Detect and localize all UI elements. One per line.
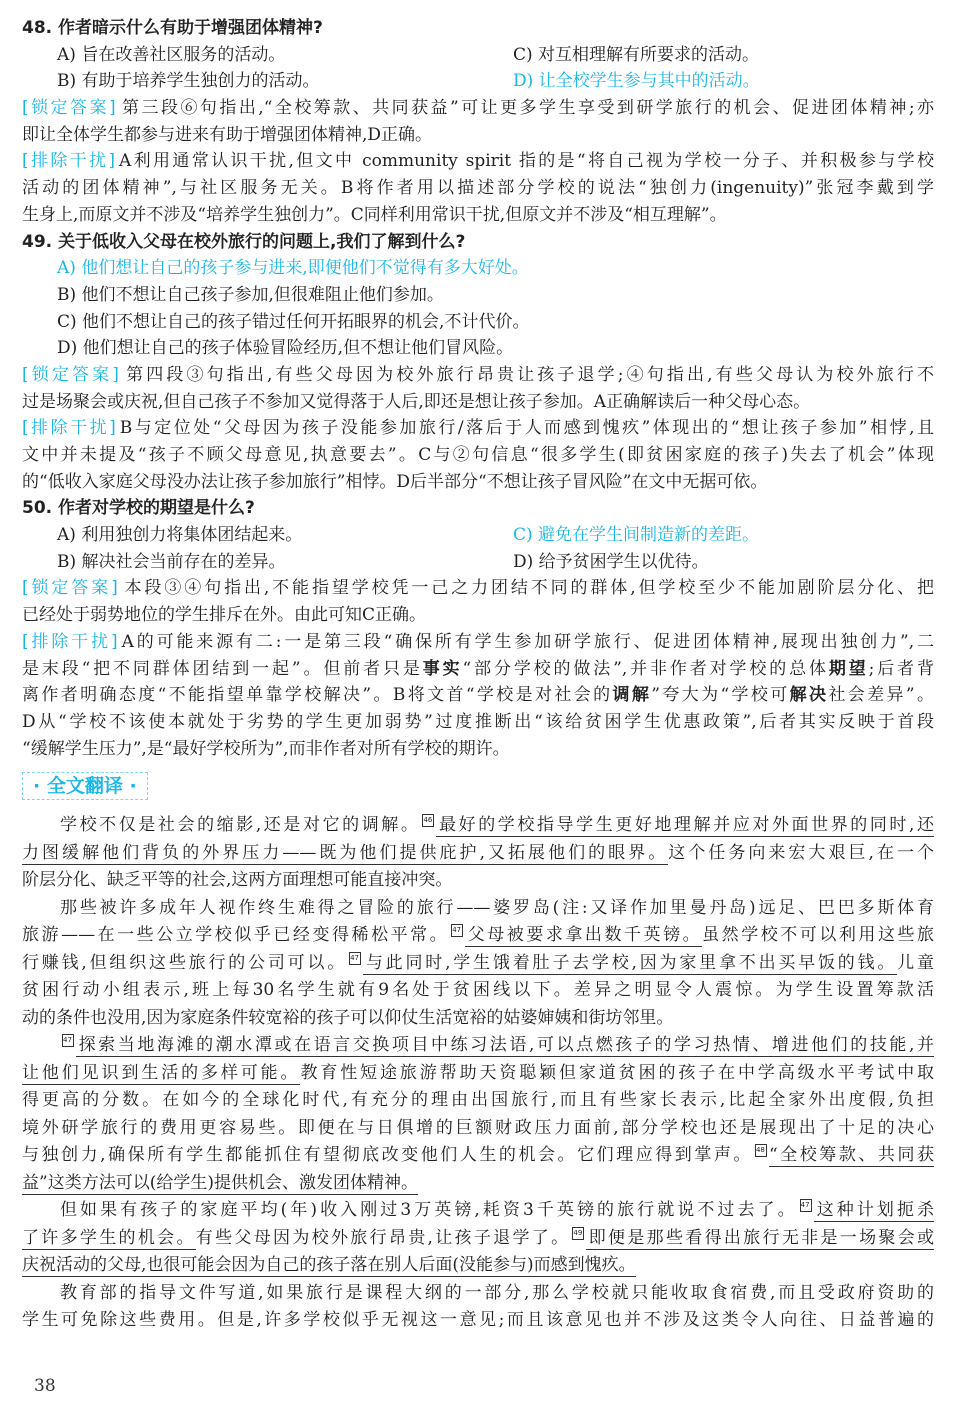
text-run: 第四段③句指出,有些父母因为校外旅行昂贵让孩子退学;④句指出,有些父母认为校外旅行不 [122, 364, 935, 385]
text-run: 那些被许多成年人视作终生难得之冒险的旅行——婆罗岛(注:又译作加里曼丹岛)远足、巴巴多斯体育 [60, 897, 934, 918]
translation-header: · 全文翻译 · [22, 772, 148, 800]
text-run: D从“学校不该使本就处于劣势的学生更加弱势”过度推断出“该给贫困学生优惠政策”,后者其实反映于首段 [22, 711, 934, 732]
option-row [22, 549, 934, 576]
paragraph-marker: 49 [572, 1227, 584, 1240]
text-line [22, 575, 934, 602]
text-run: 本段③④句指出,不能指望学校凭一己之力团结不同的群体,但学校至少不能加剧阶层分化、把 [121, 578, 935, 599]
text-line [22, 202, 934, 229]
text-run: 过是场聚会或庆祝,但自己孩子不参加又觉得落于人后,即还是想让孩子参加。A正确解读后一种父母心态。 [22, 391, 811, 412]
text-run: 社会差异”。 [828, 685, 934, 706]
translation-paragraph [22, 1197, 934, 1280]
translation-paragraph [22, 812, 934, 895]
text-run: 儿童 [897, 952, 935, 973]
option-correct: A) 他们想让自己的孩子参与进来,即便他们不觉得有多大好处。 [57, 258, 529, 279]
text-run: A利用通常认识干扰,但文中 community spirit 指的是“将自己视为学校一分子、并积极参与学校 [119, 151, 934, 172]
text-line [22, 1060, 934, 1088]
text-run: 行赚钱,但组织这些旅行的公司可以。 [22, 952, 348, 973]
text-line [22, 175, 934, 202]
option: A) 旨在改善社区服务的活动。 [57, 44, 286, 65]
text-run: 已经处于弱势地位的学生排斥在外。由此可知C正确。 [22, 605, 427, 626]
exclude-distractor-label: [排除干扰] [22, 631, 118, 652]
paragraph-marker: 47 [62, 1034, 74, 1047]
text-line [22, 1280, 934, 1308]
text-run: 教育部的指导文件写道,如果旅行是课程大纲的一部分,那么学校就只能收取食宿费,而且受政府资助的 [60, 1282, 934, 1303]
translation-paragraph [22, 1280, 934, 1335]
underlined-sentence: “全校筹款、共同获 [768, 1145, 934, 1166]
text-line [22, 1197, 934, 1225]
text-line [22, 656, 934, 683]
paragraph-marker: 46 [422, 814, 434, 827]
text-run: 得更高的分数。在如今的全球化时代,有充分的理由出国旅行,而且有些家长表示,比起全家外出度假,负担 [22, 1090, 934, 1111]
text-run: A的可能来源有二:一是第三段“确保所有学生参加研学旅行、促进团体精神,展现出独创力”,二 [121, 631, 934, 652]
text-run: 即让全体学生都参与进来有助于增强团体精神,D正确。 [22, 124, 433, 145]
text-line [22, 922, 934, 950]
text-run: “缓解学生压力”,是“最好学校所为”,而非作者对所有学校的期许。 [22, 738, 510, 759]
paragraph-marker: 48 [755, 1144, 767, 1157]
option: B) 解决社会当前存在的差异。 [57, 551, 286, 572]
paragraph-marker: 47 [349, 952, 361, 965]
questions-section [22, 15, 934, 762]
option: B) 他们不想让自己孩子参加,但很难阻止他们参加。 [57, 284, 444, 305]
translation-section [22, 812, 934, 1335]
text-line [22, 442, 934, 469]
option-row [22, 68, 934, 95]
document-page [22, 15, 934, 1335]
question-title: 49. 关于低收入父母在校外旅行的问题上,我们了解到什么? [22, 231, 466, 252]
option: C) 他们不想让自己的孩子错过任何开拓眼界的机会,不计代价。 [57, 311, 530, 332]
text-run: 的“低收入家庭父母没办法让孩子参加旅行”相悖。D后半部分“不想让孩子冒风险”在文中无据可依。 [22, 471, 768, 492]
text-run: 教育性短途旅游帮助天资聪颖但家道贫困的孩子在中学高级水平考试中取 [300, 1062, 935, 1083]
text-run: ”夸大为“学校可 [651, 685, 790, 706]
underlined-sentence: 这种计划扼杀 [813, 1200, 934, 1221]
text-run: B与定位处“父母因为孩子没能参加旅行/落后于人而感到愧疚”体现出的“想让孩子参加”相悖,且 [119, 418, 934, 439]
text-line [22, 95, 934, 122]
text-run: 学校不仅是社会的缩影,还是对它的调解。 [60, 815, 421, 836]
underlined-sentence: 庆祝活动的父母,也很可能会因为自己的孩子落在别人后面(没能参与)而感到愧疚。 [22, 1255, 636, 1276]
text-run: 虽然学校不可以利用这些旅 [702, 925, 935, 946]
underlined-sentence: 探索当地海滩的潮水潭或在语言交换项目中练习法语,可以点燃孩子的学习热情、增进他们的技能,并 [76, 1035, 934, 1056]
translation-paragraph [22, 1032, 934, 1197]
text-line [22, 867, 934, 895]
text-line [22, 362, 934, 389]
text-run: 阶层分化、缺乏平等的社会,这两方面理想可能直接冲突。 [22, 870, 453, 891]
text-line [22, 389, 934, 416]
option-correct: D) 让全校学生参与其中的活动。 [513, 71, 760, 92]
text-run: 这个任务向来宏大艰巨,在一个 [668, 842, 934, 863]
text-line [22, 1142, 934, 1170]
text-run: ;后者背 [868, 658, 935, 679]
text-run: 与独创力,确保所有学生都能抓住有望彻底改变他们人生的机会。它们理应得到掌声。 [22, 1145, 753, 1166]
option: D) 给予贫困学生以优待。 [513, 551, 709, 572]
text-line [22, 1005, 934, 1033]
text-run: 活动的团体精神”,与社区服务无关。B将作者用以描述部分学校的说法“独创力(ingenuity)”张冠李戴到学 [22, 178, 934, 199]
text-line [22, 1087, 934, 1115]
page-number: 38 [34, 1376, 56, 1396]
text-line [22, 629, 934, 656]
question-block [22, 495, 934, 762]
text-run: 第三段⑥句指出,“全校筹款、共同获益”可让更多学生享受到研学旅行的机会、促进团体精神;亦 [119, 98, 935, 119]
bold-keyword: 解决 [789, 685, 829, 706]
bold-keyword: 事实 [422, 658, 463, 679]
underlined-sentence: 益”这类方法可以(给学生)提供机会、激发团体精神。 [22, 1172, 418, 1193]
text-line [22, 602, 934, 629]
text-line [22, 148, 934, 175]
text-run: 文中并未提及“孩子不顾父母意见,执意要去”。C与②句信息“很多学生(即贫困家庭的孩子)失去了机会”体现 [22, 445, 935, 465]
question-block [22, 229, 934, 496]
text-line [22, 1252, 934, 1280]
text-run: 动的条件也没用,因为家庭条件较宽裕的孩子可以仰仗生活宽裕的姑婆婶姨和街坊邻里。 [22, 1007, 674, 1028]
text-run: 是末段“把不同群体团结到一起”。但前者只是 [22, 658, 423, 679]
underlined-sentence: 了许多学生的机会。 [22, 1227, 196, 1248]
option-correct: C) 避免在学生间制造新的差距。 [513, 525, 760, 546]
lock-answer-label: [锁定答案] [22, 364, 119, 385]
text-run: 学生可免除这些费用。但是,许多学校似乎无视这一意见;而且该意见也并不涉及这类令人向往、日益普遍的 [22, 1310, 934, 1331]
option-row [22, 42, 934, 69]
text-run: 境外研学旅行的费用更容易些。即便在与日俱增的巨额财政压力面前,部分学校也还是展现出了十足的决心 [22, 1117, 934, 1138]
text-line [22, 1307, 934, 1335]
text-line [22, 977, 934, 1005]
question-title: 48. 作者暗示什么有助于增强团体精神? [22, 18, 323, 38]
text-line [22, 122, 934, 149]
text-line [22, 1032, 934, 1060]
question-block [22, 15, 934, 229]
text-run: 有些父母因为校外旅行昂贵,让孩子退学了。 [195, 1227, 571, 1248]
underlined-sentence: 最好的学校指导学生更好地理解并应对外面世界的同时,还 [436, 815, 935, 836]
text-line [22, 682, 934, 709]
text-line [22, 1170, 934, 1198]
text-line [22, 736, 934, 763]
underlined-sentence: 让他们见识到生活的多样可能。 [22, 1062, 301, 1083]
lock-answer-label: [锁定答案] [22, 98, 116, 119]
text-run: 但如果有孩子的家庭平均(年)收入刚过3万英镑,耗资3千英镑的旅行就说不过去了。 [60, 1200, 798, 1221]
text-run: 贫困行动小组表示,班上每30名学生就有9名处于贫困线以下。差异之明显令人震惊。为学生设置筹款活 [22, 980, 934, 1001]
text-line [22, 1115, 934, 1143]
text-line [22, 709, 934, 736]
option: B) 有助于培养学生独创力的活动。 [57, 71, 320, 92]
underlined-sentence: 力图缓解他们背负的外界压力——既为他们提供庇护,又拓展他们的眼界。 [22, 842, 669, 863]
text-line [22, 950, 934, 978]
text-line [22, 812, 934, 840]
paragraph-marker: 47 [451, 924, 463, 937]
bold-keyword: 调解 [612, 685, 652, 706]
paragraph-marker: 47 [800, 1199, 812, 1212]
underlined-sentence: 与此同时,学生饿着肚子去学校,因为家里拿不出买早饭的钱。 [363, 952, 898, 973]
text-line [22, 895, 934, 923]
option: D) 他们想让自己的孩子体验冒险经历,但不想让他们冒风险。 [57, 338, 514, 359]
text-run: 旅游——在一些公立学校似乎已经变得稀松平常。 [22, 925, 450, 946]
option: C) 对互相理解有所要求的活动。 [513, 44, 760, 65]
underlined-sentence: 父母被要求拿出数千英镑。 [465, 925, 703, 946]
lock-answer-label: [锁定答案] [22, 578, 118, 599]
bold-keyword: 期望 [828, 658, 869, 679]
text-line [22, 469, 934, 496]
text-run: 离作者明确态度“不能指望单靠学校解决”。B将文首“学校是对社会的 [22, 685, 613, 706]
text-line [22, 415, 934, 442]
text-line [22, 1225, 934, 1253]
translation-paragraph [22, 895, 934, 1033]
text-line [22, 840, 934, 868]
exclude-distractor-label: [排除干扰] [22, 151, 116, 172]
text-run: 生身上,而原文并不涉及“培养学生独创力”。C同样利用常识干扰,但原文并不涉及“相互理解”。 [22, 204, 727, 225]
exclude-distractor-label: [排除干扰] [22, 418, 116, 439]
question-title: 50. 作者对学校的期望是什么? [22, 498, 255, 519]
option: A) 利用独创力将集体团结起来。 [57, 525, 303, 546]
option-row [22, 522, 934, 549]
underlined-sentence: 即便是那些看得出旅行无非是一场聚会或 [586, 1227, 935, 1248]
text-run: “部分学校的做法”,并非作者对学校的总体 [462, 658, 829, 679]
